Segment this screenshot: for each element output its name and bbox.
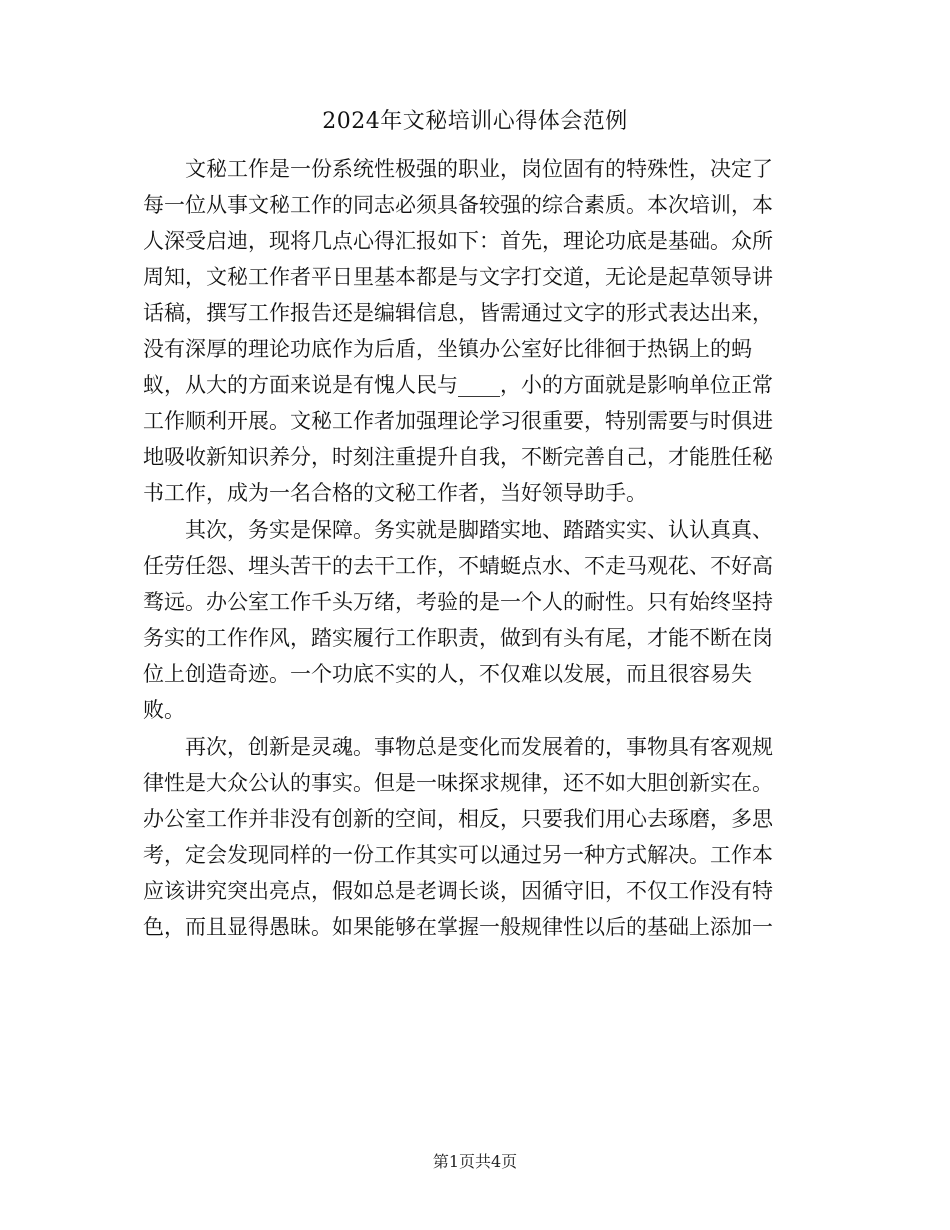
text-line: 办公室工作并非没有创新的空间，相反，只要我们用心去琢磨，多思 xyxy=(143,807,773,831)
text-line: 再次，创新是灵魂。事物总是变化而发展着的，事物具有客观规 xyxy=(143,735,773,759)
text-line: 文秘工作是一份系统性极强的职业，岗位固有的特殊性，决定了 xyxy=(143,157,773,181)
text-line: 色，而且显得愚昧。如果能够在掌握一般规律性以后的基础上添加一 xyxy=(143,915,773,939)
paragraph-3 xyxy=(143,729,803,945)
text-line: 任劳任怨、埋头苦干的去干工作，不蜻蜓点水、不走马观花、不好高 xyxy=(143,554,773,578)
paragraph-1 xyxy=(143,151,803,511)
text-line: 务实的工作作风，踏实履行工作职责，做到有头有尾，才能不断在岗 xyxy=(143,626,773,650)
text-line: 败。 xyxy=(143,698,185,722)
text-line: 应该讲究突出亮点，假如总是老调长谈，因循守旧，不仅工作没有特 xyxy=(143,879,773,903)
text-line: 话稿，撰写工作报告还是编辑信息，皆需通过文字的形式表达出来， xyxy=(143,301,773,325)
text-line: 地吸收新知识养分，时刻注重提升自我，不断完善自己，才能胜任秘 xyxy=(143,445,773,469)
text-line: 律性是大众公认的事实。但是一味探求规律，还不如大胆创新实在。 xyxy=(143,771,773,795)
paragraph-2 xyxy=(143,512,803,728)
document-title: 2024年文秘培训心得体会范例 xyxy=(322,109,628,134)
text-line: 没有深厚的理论功底作为后盾，坐镇办公室好比徘徊于热锅上的蚂 xyxy=(143,337,752,361)
text-line: 蚁，从大的方面来说是有愧人民与____，小的方面就是影响单位正常 xyxy=(143,373,773,397)
page-number-footer: 第1页共4页 xyxy=(432,1152,518,1171)
text-line: 人深受启迪，现将几点心得汇报如下：首先，理论功底是基础。众所 xyxy=(143,229,773,253)
text-line: 骛远。办公室工作千头万绪，考验的是一个人的耐性。只有始终坚持 xyxy=(143,590,773,614)
text-line: 其次，务实是保障。务实就是脚踏实地、踏踏实实、认认真真、 xyxy=(143,518,773,542)
text-line: 周知，文秘工作者平日里基本都是与文字打交道，无论是起草领导讲 xyxy=(143,265,773,289)
document-body xyxy=(143,151,803,945)
text-line: 书工作，成为一名合格的文秘工作者，当好领导助手。 xyxy=(143,481,647,505)
text-line: 位上创造奇迹。一个功底不实的人，不仅难以发展，而且很容易失 xyxy=(143,662,752,686)
text-line: 考，定会发现同样的一份工作其实可以通过另一种方式解决。工作本 xyxy=(143,843,773,867)
text-line: 工作顺利开展。文秘工作者加强理论学习很重要，特别需要与时俱进 xyxy=(143,409,773,433)
text-line: 每一位从事文秘工作的同志必须具备较强的综合素质。本次培训，本 xyxy=(143,193,773,217)
